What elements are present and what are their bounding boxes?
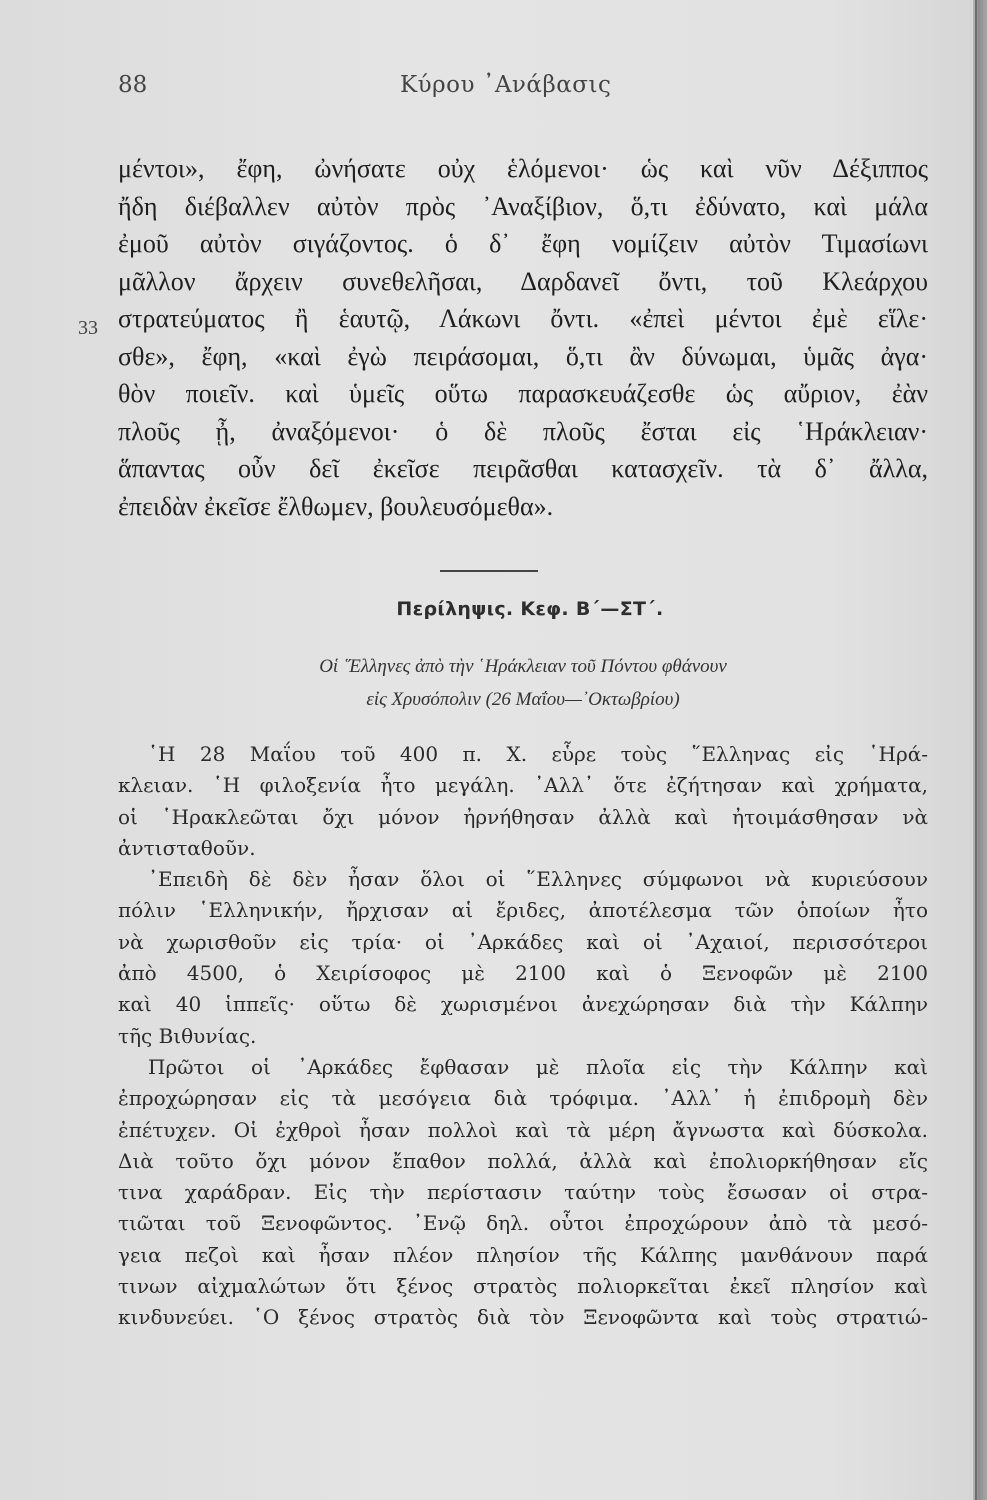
page-edge-line	[975, 0, 977, 1500]
summary-heading: Περίληψις. Κεφ. Β´—ΣΤ´.	[396, 598, 664, 620]
summary-line: καὶ 40 ἱππεῖς· οὕτω δὲ χωρισμένοι ἀνεχώρησαν διὰ τὴν Κάλπην	[118, 992, 928, 1017]
passage-line: στρατεύματος ἢ ἑαυτῷ, Λάκωνι ὄντι. «ἐπεὶ μέντοι ἐμὲ εἵλε·	[118, 304, 928, 333]
summary-line: ἀντισταθοῦν.	[118, 835, 256, 860]
summary-line: γεια πεζοὶ καὶ ἦσαν πλέον πλησίον τῆς Κάλπης μανθάνουν παρά	[118, 1242, 928, 1267]
passage-line: ἐπειδὰν ἐκεῖσε ἔλθωμεν, βουλευσόμεθα».	[118, 491, 554, 521]
summary-line: Πρῶτοι οἱ ᾿Αρκάδες ἔφθασαν μὲ πλοῖα εἰς τὴν Κάλπην καὶ	[148, 1054, 928, 1079]
summary-line: ἀπὸ 4500, ὁ Χειρίσοφος μὲ 2100 καὶ ὁ Ξενοφῶν μὲ 2100	[118, 961, 928, 986]
summary-subtitle	[118, 650, 928, 716]
page-number: 88	[118, 72, 148, 98]
summary-line: ἐπέτυχεν. Οἱ ἐχθροὶ ἦσαν πολλοὶ καὶ τὰ μέρη ἄγνωστα καὶ δύσκολα.	[118, 1117, 928, 1142]
passage-line: ἤδη διέβαλλεν αὐτὸν πρὸς ᾿Αναξίβιον, ὅ,τι ἐδύνατο, καὶ μάλα	[118, 191, 928, 221]
summary-line: νὰ χωρισθοῦν εἰς τρία· οἱ ᾿Αρκάδες καὶ οἱ ᾿Αχαιοί, περισσότεροι	[118, 929, 928, 954]
passage-line: πλοῦς ᾖ, ἀναξόμενοι· ὁ δὲ πλοῦς ἔσται εἰς ῾Ηράκλειαν·	[118, 416, 928, 446]
summary-subtitle-line: Οἱ ῞Ελληνες ἀπὸ τὴν ῾Ηράκλειαν τοῦ Πόντου φθάνουν	[319, 656, 727, 677]
section-marginal-number: 33	[78, 317, 98, 339]
summary-line: τινα χαράδραν. Εἰς τὴν περίστασιν ταύτην τοὺς ἔσωσαν οἱ στρα-	[118, 1180, 928, 1205]
summary-line: κινδυνεύει. ῾Ο ξένος στρατὸς διὰ τὸν Ξενοφῶντα καὶ τοὺς στρατιώ-	[118, 1305, 928, 1330]
summary-line: τινων αἰχμαλώτων ὅτι ξένος στρατὸς πολιορκεῖται ἐκεῖ πλησίον καὶ	[118, 1274, 928, 1299]
passage-line: ἅπαντας οὖν δεῖ ἐκεῖσε πειρᾶσθαι κατασχεῖν. τὰ δ᾿ ἄλλα,	[118, 454, 928, 483]
summary-line: τῆς Βιθυνίας.	[118, 1023, 257, 1048]
summary-line: Διὰ τοῦτο ὄχι μόνον ἔπαθον πολλά, ἀλλὰ καὶ ἐπολιορκήθησαν εἴς	[118, 1148, 928, 1173]
summary-line: κλειαν. ῾Η φιλοξενία ἦτο μεγάλη. ᾿Αλλ᾿ ὅτε ἐζήτησαν καὶ χρήματα,	[118, 773, 928, 798]
summary-line: οἱ ῾Ηρακλεῶται ὄχι μόνον ἠρνήθησαν ἀλλὰ καὶ ἠτοιμάσθησαν νὰ	[118, 804, 928, 829]
page-header	[0, 72, 975, 112]
summary-line: ᾿Επειδὴ δὲ δὲν ἦσαν ὅλοι οἱ ῞Ελληνες σύμφωνοι νὰ κυριεύσουν	[148, 867, 928, 892]
passage-line: μᾶλλον ἄρχειν συνεθελῆσαι, Δαρδανεῖ ὄντι, τοῦ Κλεάρχου	[118, 266, 928, 296]
running-title: Κύρου ᾿Ανάβασις	[400, 72, 612, 98]
summary-text	[118, 739, 928, 1334]
summary-line: τιῶται τοῦ Ξενοφῶντος. ᾿Ενῷ δηλ. οὗτοι ἐπροχώρουν ἀπὸ τὰ μεσό-	[118, 1211, 928, 1236]
summary-line: πόλιν ῾Ελληνικήν, ἤρχισαν αἱ ἔριδες, ἀποτέλεσμα τῶν ὁποίων ἦτο	[118, 898, 928, 923]
passage-line: μέντοι», ἔφη, ὠνήσατε οὐχ ἑλόμενοι· ὡς καὶ νῦν Δέξιππος	[118, 154, 928, 183]
passage-line: ἐμοῦ αὐτὸν σιγάζοντος. ὁ δ᾿ ἔφη νομίζειν αὐτὸν Τιμασίωνι	[118, 229, 928, 258]
passage-line: θὸν ποιεῖν. καὶ ὑμεῖς οὕτω παρασκευάζεσθε ὡς αὔριον, ἐὰν	[118, 379, 928, 408]
summary-line: ῾Η 28 Μαΐου τοῦ 400 π. Χ. εὗρε τοὺς ῞Ελληνας εἰς ῾Ηρά-	[148, 742, 928, 766]
greek-passage	[118, 150, 928, 525]
summary-line: ἐπροχώρησαν εἰς τὰ μεσόγεια διὰ τρόφιμα. ᾿Αλλ᾿ ἡ ἐπιδρομὴ δὲν	[118, 1086, 928, 1111]
section-divider	[440, 570, 538, 572]
summary-subtitle-line: εἰς Χρυσόπολιν (26 Μαΐου—᾿Οκτωβρίου)	[366, 689, 680, 710]
passage-line: σθε», ἔφη, «καὶ ἐγὼ πειράσομαι, ὅ,τι ἂν δύνωμαι, ὑμᾶς ἀγα·	[118, 341, 928, 371]
